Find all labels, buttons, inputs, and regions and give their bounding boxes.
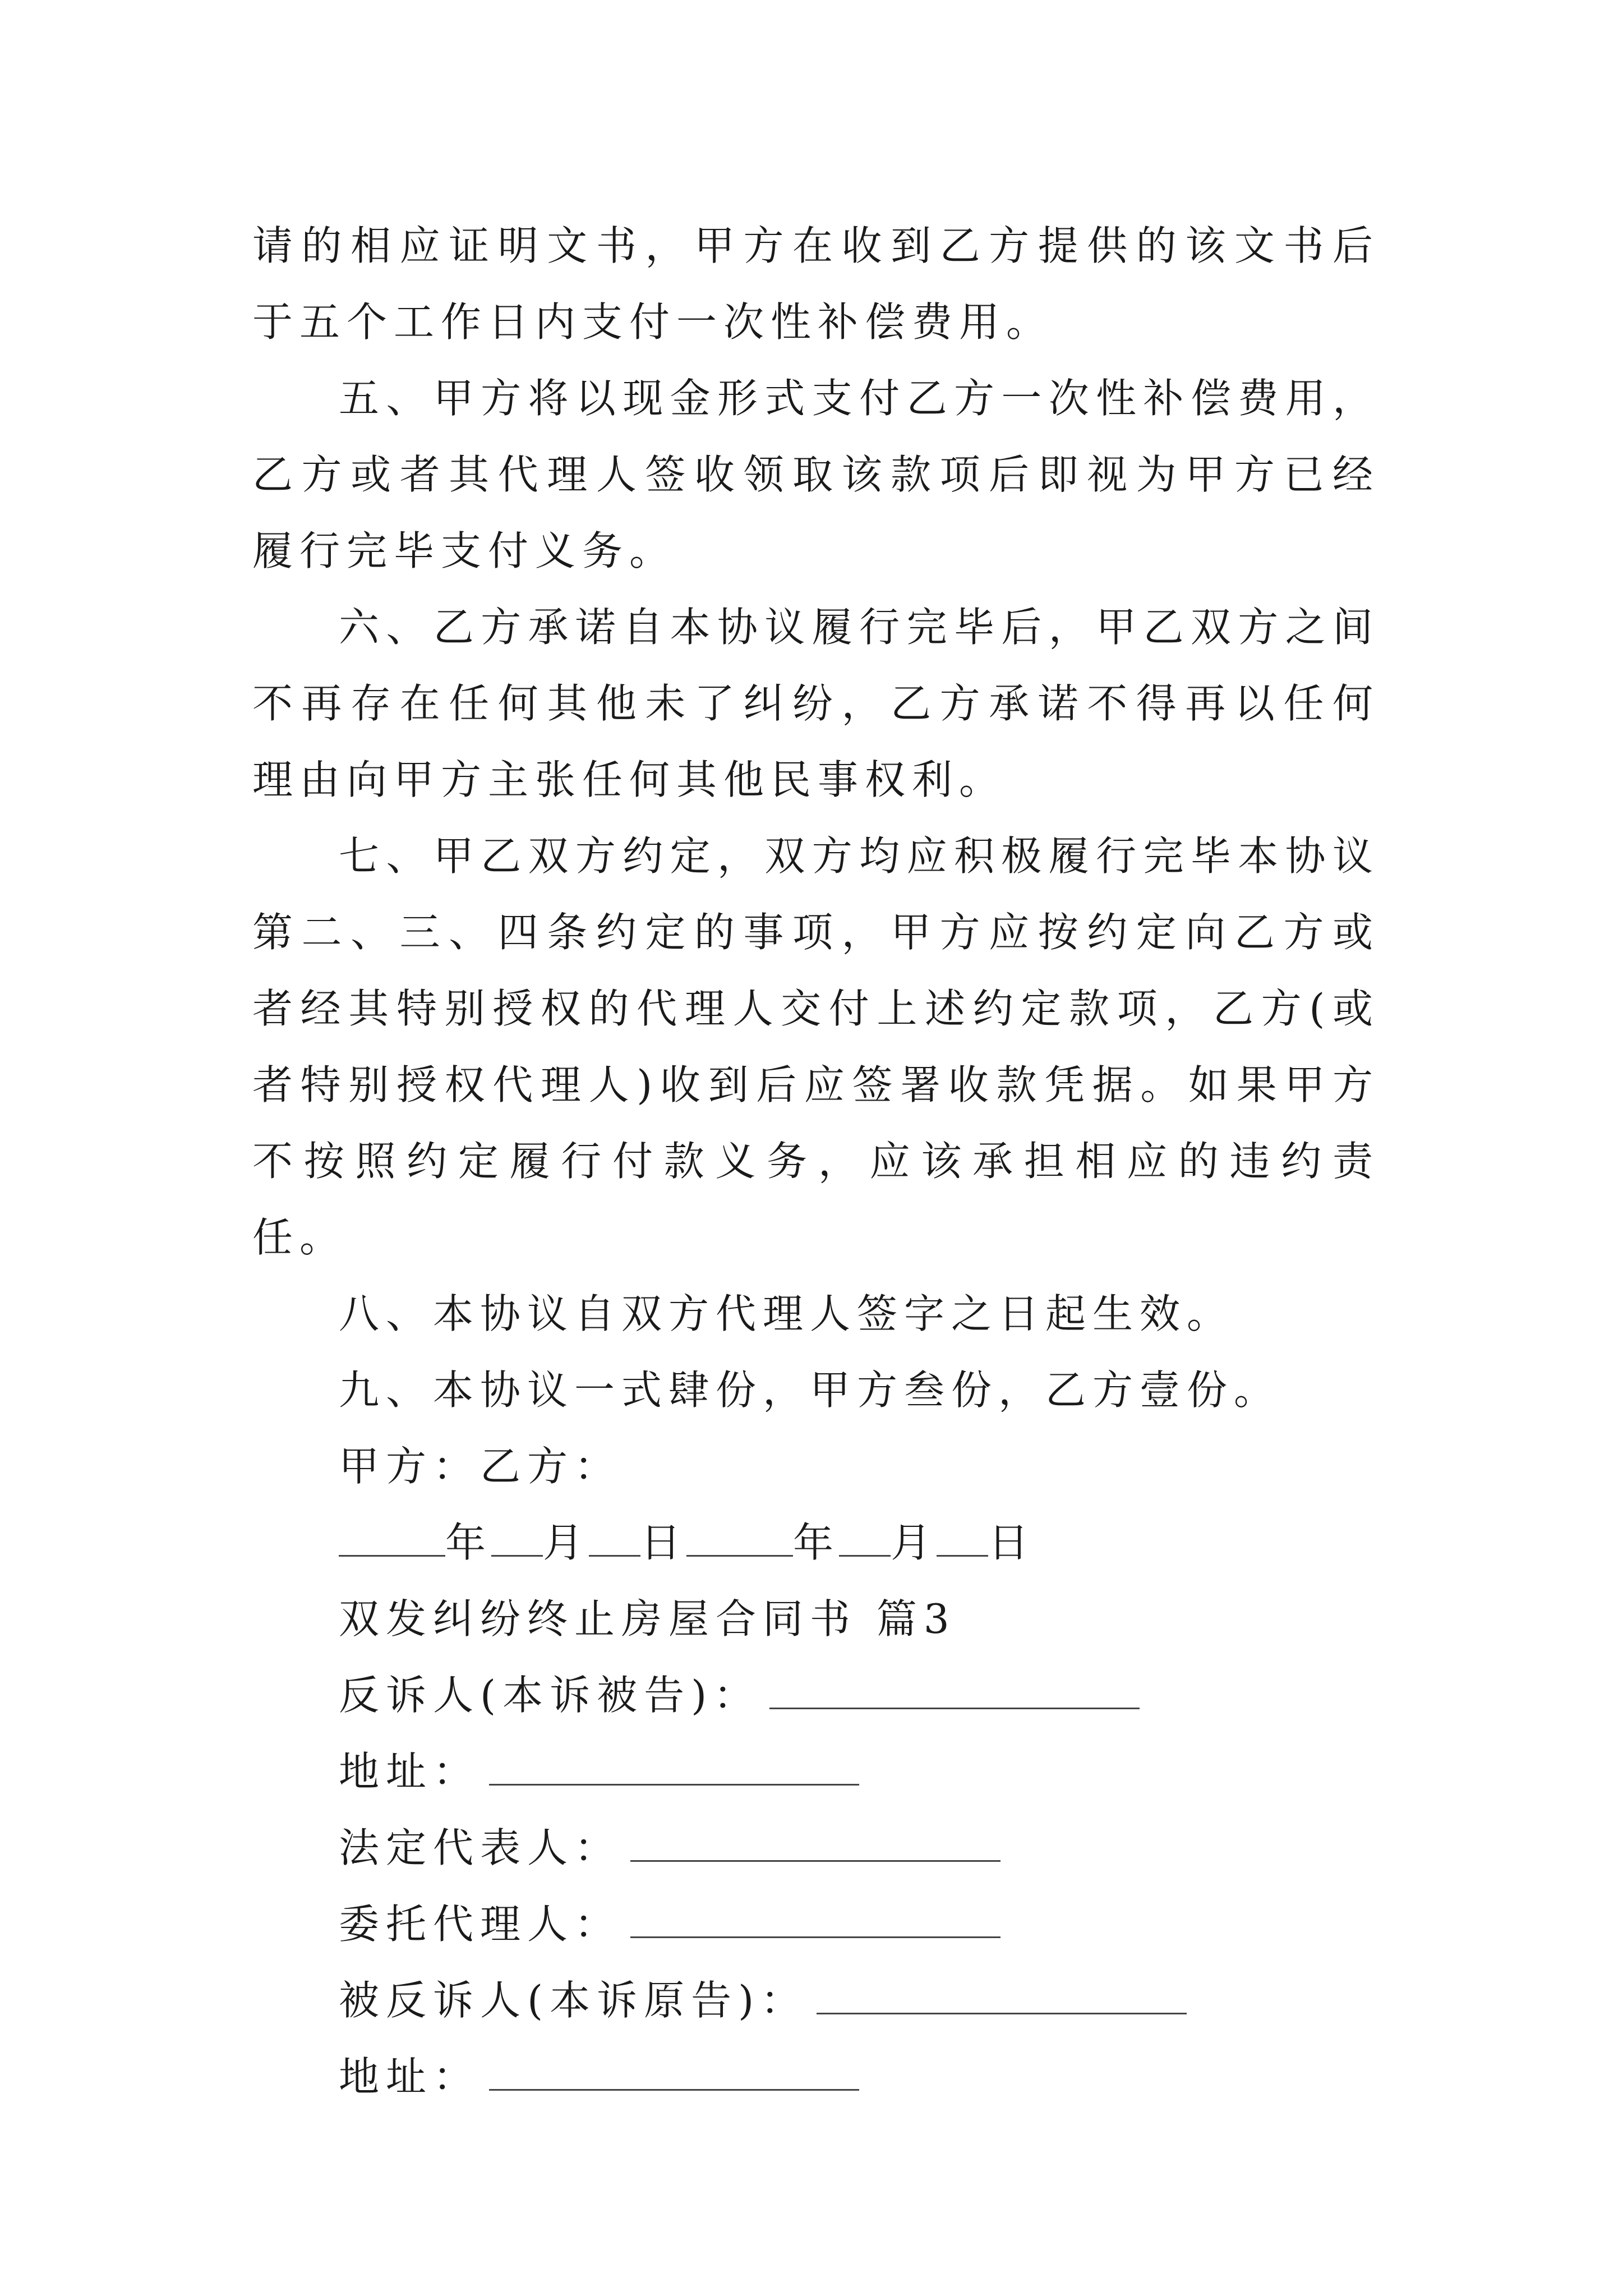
field-label: 反诉人(本诉被告)： bbox=[339, 1672, 761, 1719]
field-label: 地址： bbox=[339, 2053, 481, 2100]
paragraph-clause-7: 七、甲乙双方约定，双方均应积极履行完毕本协议第二、三、四条约定的事项，甲方应按约定向乙方或者经其特别授权的代理人交付上述约定款项，乙方(或者特别授权代理人)收到后应签署收款凭据。如果甲方不按照约定履行付款义务，应该承担相应的违约责任。 bbox=[252, 832, 1380, 1261]
field-blank bbox=[489, 1750, 859, 1786]
year-blank-2 bbox=[686, 1521, 793, 1557]
year-label-2: 年 bbox=[793, 1519, 840, 1566]
day-blank-2 bbox=[937, 1521, 988, 1557]
paragraph-continuation: 请的相应证明文书，甲方在收到乙方提供的该文书后于五个工作日内支付一次性补偿费用。 bbox=[252, 222, 1380, 346]
month-label-1: 月 bbox=[543, 1519, 589, 1566]
field-blank bbox=[630, 1903, 1000, 1938]
document-body bbox=[252, 208, 1380, 2115]
month-blank-2 bbox=[839, 1521, 891, 1557]
signature-parties: 甲方：乙方： bbox=[339, 1443, 622, 1490]
field-label: 地址： bbox=[339, 1748, 481, 1795]
field-address-2 bbox=[252, 2039, 1380, 2115]
field-blank bbox=[489, 2055, 859, 2091]
day-blank-1 bbox=[589, 1521, 640, 1557]
field-label: 委托代理人： bbox=[339, 1901, 622, 1948]
day-label-2: 日 bbox=[988, 1519, 1035, 1566]
field-counterclaimant bbox=[252, 1657, 1380, 1733]
clause-9: 九、本协议一式肆份，甲方叁份，乙方壹份。 bbox=[339, 1366, 1281, 1414]
field-address-1 bbox=[252, 1733, 1380, 1810]
field-blank bbox=[630, 1826, 1000, 1862]
paragraph-clause-6: 六、乙方承诺自本协议履行完毕后，甲乙双方之间不再存在任何其他未了纠纷，乙方承诺不得再以任何理由向甲方主张任何其他民事权利。 bbox=[252, 604, 1380, 803]
section-heading: 双发纠纷终止房屋合同书 篇3 bbox=[339, 1595, 956, 1642]
field-blank bbox=[817, 1979, 1187, 2014]
day-label-1: 日 bbox=[640, 1519, 687, 1566]
year-label-1: 年 bbox=[445, 1519, 492, 1566]
month-label-2: 月 bbox=[891, 1519, 937, 1566]
signature-dates bbox=[252, 1504, 1380, 1581]
field-legal-representative bbox=[252, 1810, 1380, 1886]
clause-8: 八、本协议自双方代理人签字之日起生效。 bbox=[339, 1290, 1234, 1337]
field-label: 被反诉人(本诉原告)： bbox=[339, 1977, 808, 2024]
field-label: 法定代表人： bbox=[339, 1824, 622, 1871]
field-blank bbox=[769, 1674, 1140, 1709]
field-counter-respondent bbox=[252, 1962, 1380, 2039]
paragraph-clause-5: 五、甲方将以现金形式支付乙方一次性补偿费用，乙方或者其代理人签收领取该款项后即视为甲方已经履行完毕支付义务。 bbox=[252, 375, 1380, 574]
field-entrusted-agent bbox=[252, 1886, 1380, 1962]
month-blank-1 bbox=[491, 1521, 543, 1557]
year-blank-1 bbox=[339, 1521, 445, 1557]
